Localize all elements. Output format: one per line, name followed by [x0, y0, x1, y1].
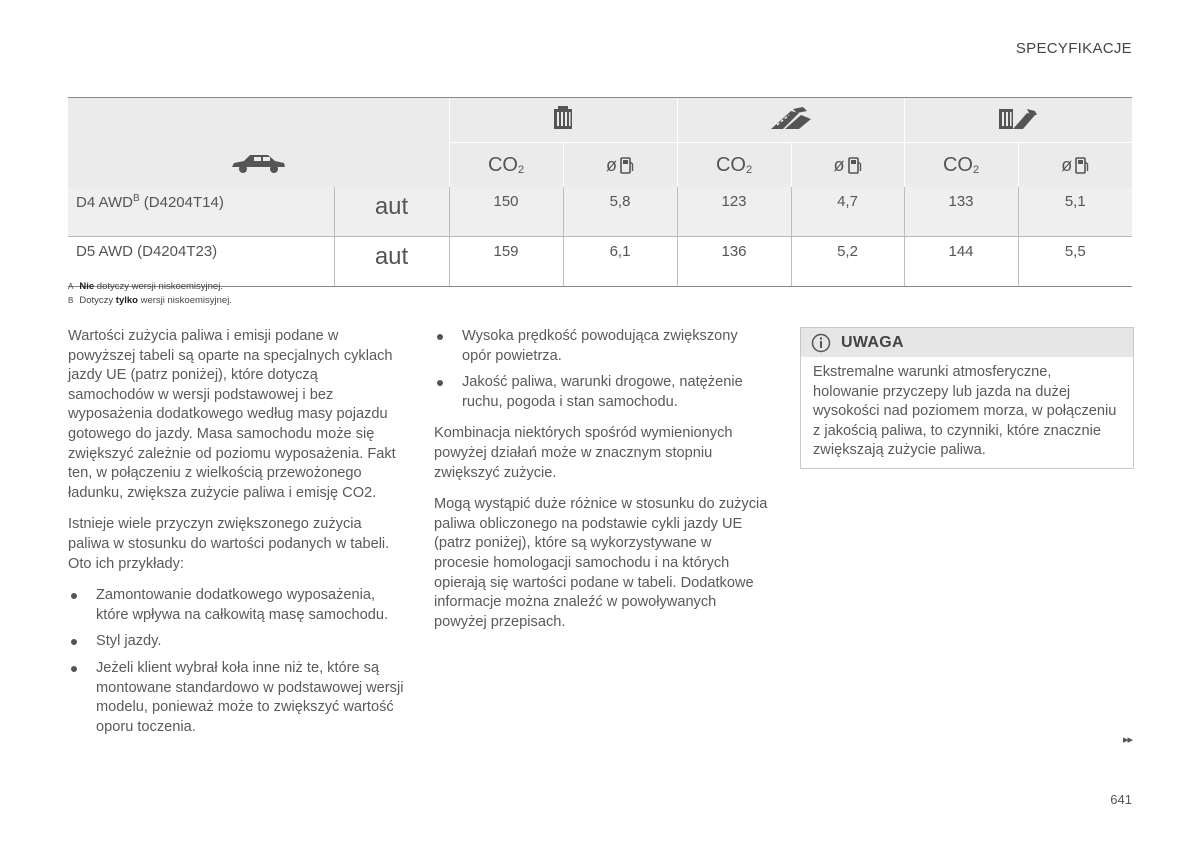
bullet-list — [434, 327, 770, 412]
note-text: Ekstremalne warunki atmosferyczne, holowanie przyczepy lub jazda na dużej wysokości nad poziomem morza, w połączeniu z jakością paliwa, to czynniki, które znacznie zwiększają zużycie paliwa. — [813, 364, 1117, 459]
note-header — [801, 328, 1133, 357]
highway-column-header — [677, 98, 904, 143]
combined-co2-value: 144 — [904, 237, 1018, 287]
list-item: Jeżeli klient wybrał koła inne niż te, które są montowane standardowo w podstawowej wersji modelu, ponieważ może to zwiększyć wartość oporu toczenia. — [68, 659, 404, 737]
consumption-header: ø — [1018, 143, 1132, 188]
co2-header: $CO_2$ — [904, 143, 1018, 188]
car-column-header — [68, 98, 449, 188]
list-item: Styl jazdy. — [68, 632, 404, 652]
next-page-icon: ▸▸ — [1122, 734, 1132, 746]
paragraph: Kombinacja niektórych spośród wymienionych powyżej działań może w znacznym stopniu zwiększyć zużycie. — [434, 425, 733, 481]
footnotes — [68, 280, 232, 308]
paragraph: Wartości zużycia paliwa i emisji podane w powyższej tabeli są oparte na specjalnych cyklach jazdy UE (patrz poniżej), które dotyczą samochodów w wersji podstawowej i bez wyposażenia dodatkowego według masy pojazdu gotowego do jazdy. Masa samochodu może się zwiększyć zależnie od poziomu wyposażenia. Fakt ten, w połączeniu z wielkością przewożonego ładunku, zwiększa zużycie paliwa i emisję CO2. — [68, 328, 396, 501]
highway-co2-value: 136 — [677, 237, 791, 287]
consumption-header: ø — [791, 143, 904, 188]
text-column-1 — [68, 327, 404, 749]
footnote-b: B Dotyczy tylko wersji niskoemisyjnej. — [68, 295, 232, 306]
co2-header: $CO_2$ — [677, 143, 791, 188]
combined-consumption-value: 5,5 — [1018, 237, 1132, 287]
text-column-2 — [434, 327, 770, 644]
consumption-header: ø — [563, 143, 677, 188]
city-consumption-value: 5,8 — [563, 187, 677, 237]
highway-driving-icon — [769, 105, 813, 131]
combined-co2-value: 133 — [904, 187, 1018, 237]
fuel-consumption-table — [68, 97, 1132, 287]
fuel-pump-icon — [620, 156, 634, 174]
city-co2-value: 150 — [449, 187, 563, 237]
city-co2-value: 159 — [449, 237, 563, 287]
paragraph: Mogą wystąpić duże różnice w stosunku do zużycia paliwa obliczonego na podstawie cykli jazdy UE (patrz poniżej), które są wykorzystywane w procesie homologacji samochodu i na których opierają się wartości podane w tabeli. Dodatkowe informacje można znaleźć w powoływanych powyżej przepisach. — [434, 496, 768, 630]
info-icon — [811, 333, 831, 353]
bullet-list — [68, 586, 404, 737]
highway-consumption-value: 4,7 — [791, 187, 904, 237]
city-driving-icon — [551, 105, 575, 131]
combined-consumption-value: 5,1 — [1018, 187, 1132, 237]
table-row — [68, 187, 1132, 237]
model-name: D5 AWD (D4204T23) — [68, 237, 334, 287]
footnote-a: A Nie dotyczy wersji niskoemisyjnej. — [68, 281, 223, 292]
co2-header: $CO_2$ — [449, 143, 563, 188]
transmission: aut — [334, 187, 449, 237]
section-title: SPECYFIKACJE — [1015, 40, 1132, 57]
city-consumption-value: 6,1 — [563, 237, 677, 287]
highway-co2-value: 123 — [677, 187, 791, 237]
list-item: Wysoka prędkość powodująca zwiększony opór powietrza. — [434, 327, 770, 366]
city-column-header — [449, 98, 677, 143]
model-name: D4 $AWD^B$ (D4204T14) — [68, 187, 334, 237]
table-row — [68, 237, 1132, 287]
combined-column-header — [904, 98, 1132, 143]
list-item: Jakość paliwa, warunki drogowe, natężenie ruchu, pogoda i stan samochodu. — [434, 373, 770, 412]
paragraph: Istnieje wiele przyczyn zwiększonego zużycia paliwa w stosunku do wartości podanych w tabeli. Oto ich przykłady: — [68, 516, 390, 572]
car-icon — [228, 151, 288, 175]
note-box — [800, 327, 1134, 469]
highway-consumption-value: 5,2 — [791, 237, 904, 287]
note-title: UWAGA — [841, 333, 904, 351]
transmission: aut — [334, 237, 449, 287]
list-item: Zamontowanie dodatkowego wyposażenia, które wpływa na całkowitą masę samochodu. — [68, 586, 404, 625]
fuel-pump-icon — [1075, 156, 1089, 174]
fuel-pump-icon — [848, 156, 862, 174]
combined-driving-icon — [997, 105, 1039, 131]
page-number: 641 — [1110, 792, 1132, 807]
